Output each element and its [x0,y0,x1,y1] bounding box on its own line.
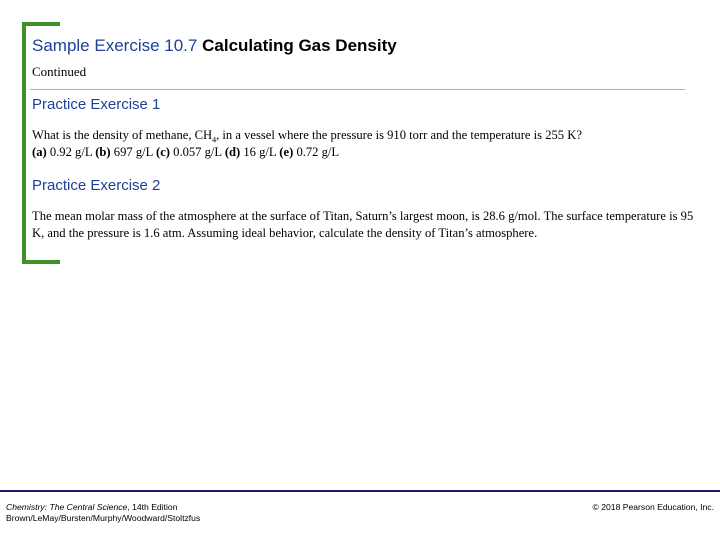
footer-copyright: © 2018 Pearson Education, Inc. [592,502,714,512]
choice-b-value: 697 g/L [113,145,153,159]
practice-exercise-1-heading: Practice Exercise 1 [32,96,161,113]
continued-label: Continued [32,64,87,79]
footer-divider [0,490,720,492]
footer-citation [6,502,200,524]
choice-e-label: (e) [279,145,294,159]
footer-book-line [6,502,200,513]
practice-exercise-2-heading: Practice Exercise 2 [32,177,161,194]
header-divider [30,89,685,90]
bracket-bottom [22,260,60,264]
title-topic: Calculating Gas Density [202,36,397,55]
footer-edition: , 14th Edition [127,502,178,512]
choice-d-label: (d) [224,145,241,159]
bracket-vertical [22,22,26,264]
choice-a-label: (a) [32,145,47,159]
practice-exercise-1-choices [32,144,339,161]
slide-title [32,36,397,56]
question-text-part1: What is the density of methane, CH [32,128,213,142]
footer-authors: Brown/LeMay/Bursten/Murphy/Woodward/Stoltzfus [6,513,201,523]
choice-c-value: 0.057 g/L [173,145,222,159]
title-exercise-number: Sample Exercise 10.7 [32,36,198,55]
choice-e-value: 0.72 g/L [296,145,340,159]
choice-a-value: 0.92 g/L [49,145,93,159]
choice-b-label: (b) [95,145,111,159]
footer-book-title: Chemistry: The Central Science [6,502,128,512]
practice-exercise-1-question [32,127,704,144]
practice-exercise-2-question: The mean molar mass of the atmosphere at the surface of Titan, Saturn’s largest moon, is 28.6 g/mol. The surface temperature is 95 K, and the pressure is 1.6 atm. Assuming ideal behavior, calculate the density of Titan’s atmosphere. [32,209,694,240]
question-text-part2: , in a vessel where the pressure is 910 torr and the temperature is 255 K? [216,128,582,142]
bracket-top [22,22,60,26]
methane-subscript: 4 [212,135,217,145]
choice-c-label: (c) [156,145,170,159]
choice-d-value: 16 g/L [243,145,277,159]
